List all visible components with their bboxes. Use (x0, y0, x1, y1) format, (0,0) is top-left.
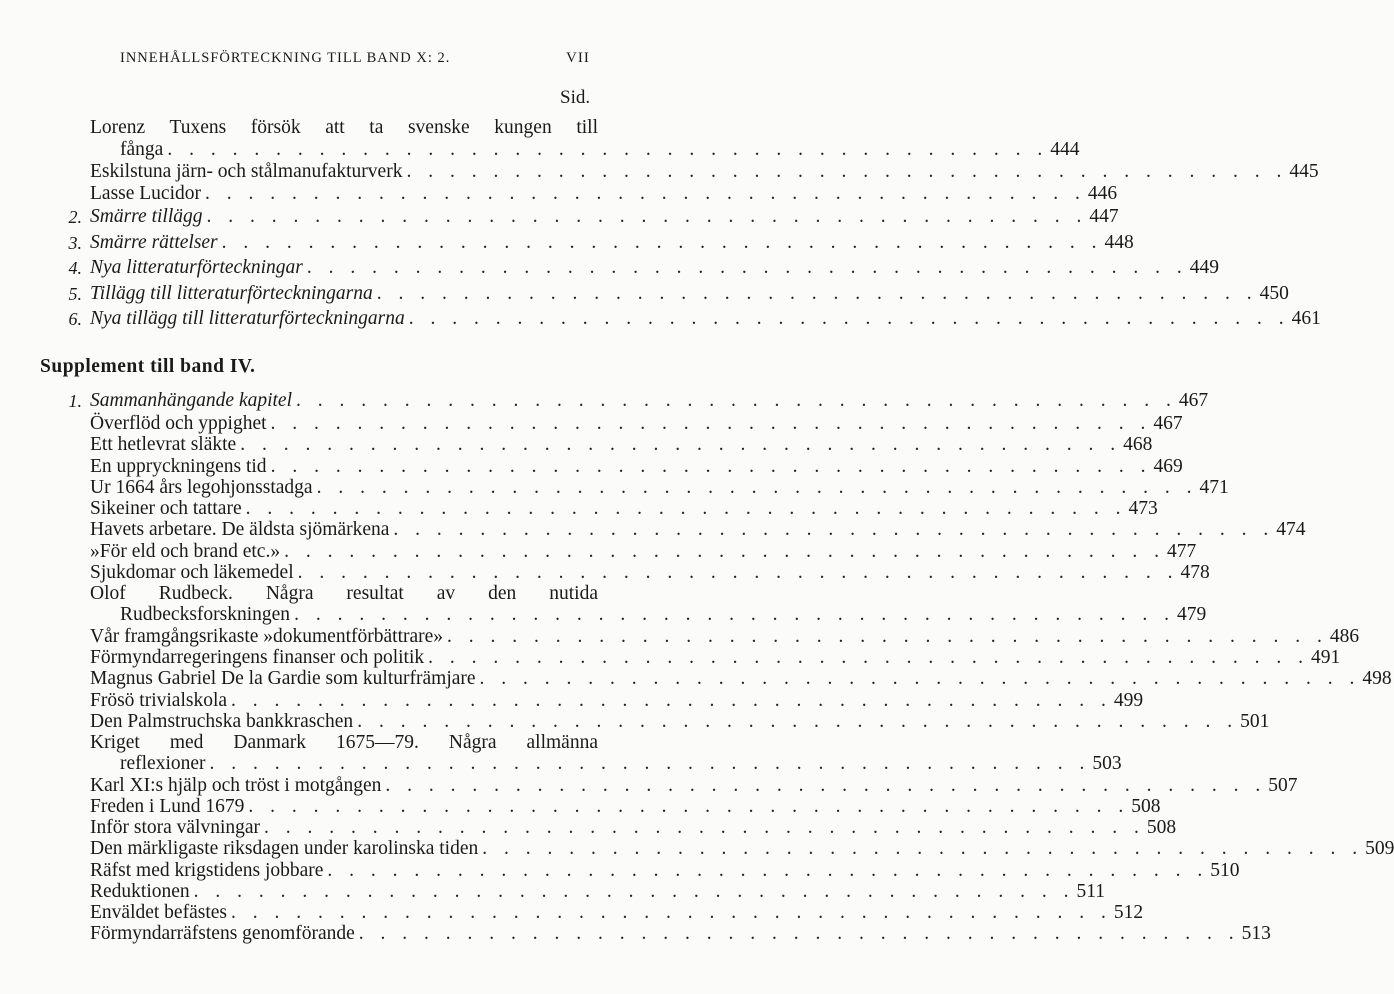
entry-title: Förmyndarregeringens finanser och politik (90, 647, 425, 668)
entry-page: 498 (1362, 668, 1392, 689)
dot-leader: . . . . . . . . . . . . . . . . . . . . . . . . . . . . . . . . . . . . . . . . . (245, 498, 1127, 519)
entry-title: »För eld och brand etc.» (90, 541, 281, 562)
entry-page: 479 (1176, 604, 1207, 625)
toc-entry (120, 139, 1080, 161)
dot-leader: . . . . . . . . . . . . . . . . . . . . . . . . . . . . . . . . . . . . . . . . . (327, 860, 1209, 881)
dot-leader: . . . . . . . . . . . . . . . . . . . . . . . . . . . . . . . . . . . . . . . . . (264, 817, 1145, 838)
entry-page: 468 (1123, 434, 1153, 455)
dot-leader: . . . . . . . . . . . . . . . . . . . . . . . . . . . . . . . . . . . . . . . . . (294, 604, 1175, 625)
dot-leader: . . . . . . . . . . . . . . . . . . . . . . . . . . . . . . . . . . . . . . . . . (231, 690, 1112, 711)
dot-leader: . . . . . . . . . . . . . . . . . . . . . . . . . . . . . . . . . . . . . . . . . (167, 139, 1049, 160)
toc-entry (90, 626, 1360, 648)
entry-title: Den märkligaste riksdagen under karolinska tiden (90, 838, 479, 859)
dot-leader: . . . . . . . . . . . . . . . . . . . . . . . . . . . . . . . . . . . . . . . . . (479, 668, 1361, 689)
entry-number: 6. (68, 309, 82, 329)
section-heading: Supplement till band IV. (40, 356, 256, 377)
toc-entry (90, 183, 1118, 205)
entry-title: Tillägg till litteraturförteckningarna (90, 283, 373, 304)
entry-page: 448 (1104, 232, 1134, 253)
toc-entry (120, 753, 1122, 775)
entry-page: 511 (1076, 881, 1106, 902)
entry-page: 450 (1259, 283, 1289, 304)
entry-page: 449 (1189, 257, 1219, 278)
dot-leader: . . . . . . . . . . . . . . . . . . . . . . . . . . . . . . . . . . . . . . . . . (205, 183, 1086, 204)
entry-page: 445 (1289, 161, 1319, 182)
toc-entry (90, 817, 1177, 839)
toc-entry (90, 923, 1271, 945)
toc-entry (90, 541, 1197, 563)
entry-page: 478 (1180, 562, 1210, 583)
dot-leader: . . . . . . . . . . . . . . . . . . . . . . . . . . . . . . . . . . . . . . . . . (248, 796, 1130, 817)
entry-page: 446 (1087, 183, 1118, 204)
entry-title: Ur 1664 års legohjonsstadga (90, 477, 313, 498)
toc-entry-line1 (90, 583, 598, 605)
entry-title: Sammanhängande kapitel (90, 390, 293, 411)
entry-title: Nya litteraturförteckningar (90, 257, 303, 278)
dot-leader: . . . . . . . . . . . . . . . . . . . . . . . . . . . . . . . . . . . . . . . . . (297, 562, 1179, 583)
entry-number: 5. (68, 284, 82, 304)
toc-entry-line1 (90, 732, 598, 754)
toc-entry (90, 881, 1106, 903)
toc-entry (90, 711, 1270, 733)
entry-title: Magnus Gabriel De la Gardie som kulturfrämjare (90, 668, 476, 689)
dot-leader: . . . . . . . . . . . . . . . . . . . . . . . . . . . . . . . . . . . . . . . . . (193, 881, 1075, 902)
dot-leader: . . . . . . . . . . . . . . . . . . . . . . . . . . . . . . . . . . . . . . . . . (385, 775, 1267, 796)
dot-leader: . . . . . . . . . . . . . . . . . . . . . . . . . . . . . . . . . . . . . . . . . (316, 477, 1198, 498)
toc-entry (90, 434, 1153, 456)
entry-number: 1. (68, 391, 82, 411)
entry-title: Eskilstuna järn- och stålmanufakturverk (90, 161, 403, 182)
entry-page: 512 (1113, 902, 1144, 923)
entry-page: 444 (1050, 139, 1080, 160)
entry-page: 486 (1329, 626, 1360, 647)
entry-title: Överflöd och yppighet (90, 413, 267, 434)
entry-title: reflexioner (120, 753, 206, 774)
toc-entry (120, 604, 1207, 626)
entry-title: Inför stora välvningar (90, 817, 261, 838)
entry-title: Lorenz Tuxens försök att ta svenske kungen till (90, 117, 598, 138)
toc-entry (68, 257, 1219, 279)
entry-title: En uppryckningens tid (90, 456, 267, 477)
entry-page: 467 (1153, 413, 1183, 434)
dot-leader: . . . . . . . . . . . . . . . . . . . . . . . . . . . . . . . . . . . . . . . . . (306, 257, 1188, 278)
dot-leader: . . . . . . . . . . . . . . . . . . . . . . . . . . . . . . . . . . . . . . . . . (206, 206, 1088, 227)
entry-title: Smärre rättelser (90, 232, 218, 253)
entry-number: 4. (68, 258, 82, 278)
entry-title: fånga (120, 139, 164, 160)
entry-page: 508 (1146, 817, 1177, 838)
toc-entry-line1 (90, 117, 598, 139)
entry-title: Frösö trivialskola (90, 690, 228, 711)
entry-title: Lasse Lucidor (90, 183, 202, 204)
entry-page: 499 (1113, 690, 1144, 711)
dot-leader: . . . . . . . . . . . . . . . . . . . . . . . . . . . . . . . . . . . . . . . . . (393, 519, 1275, 540)
toc-entry (90, 860, 1240, 882)
running-head: INNEHÅLLSFÖRTECKNING TILL BAND X: 2. (120, 50, 451, 66)
entry-title: Reduktionen (90, 881, 190, 902)
toc-entry (90, 498, 1158, 520)
toc-entry (90, 775, 1298, 797)
page-column-label: Sid. (560, 87, 591, 108)
toc-entry (90, 477, 1229, 499)
dot-leader: . . . . . . . . . . . . . . . . . . . . . . . . . . . . . . . . . . . . . . . . . (357, 711, 1239, 732)
entry-page: 503 (1092, 753, 1122, 774)
entry-page: 469 (1153, 456, 1183, 477)
toc-entry (90, 647, 1341, 669)
entry-page: 461 (1291, 308, 1321, 329)
toc-entry (90, 902, 1144, 924)
dot-leader: . . . . . . . . . . . . . . . . . . . . . . . . . . . . . . . . . . . . . . . . . (482, 838, 1364, 859)
entry-title: Karl XI:s hjälp och tröst i motgången (90, 775, 382, 796)
entry-title: Sikeiner och tattare (90, 498, 242, 519)
entry-page: 473 (1128, 498, 1158, 519)
dot-leader: . . . . . . . . . . . . . . . . . . . . . . . . . . . . . . . . . . . . . . . . . (284, 541, 1165, 562)
entry-page: 510 (1210, 860, 1240, 881)
toc-entry (90, 519, 1306, 541)
toc-entry (90, 413, 1183, 435)
toc-entry (68, 308, 1321, 330)
entry-title: Ett hetlevrat släkte (90, 434, 237, 455)
toc-entry (90, 456, 1183, 478)
toc-entry (90, 690, 1144, 712)
toc-entry (90, 668, 1392, 690)
entry-number: 2. (68, 207, 82, 227)
page-number: VII (566, 50, 590, 66)
entry-title: Räfst med krigstidens jobbare (90, 860, 324, 881)
entry-page: 501 (1240, 711, 1270, 732)
toc-entry (68, 283, 1289, 305)
toc-entry (90, 562, 1210, 584)
entry-title: Den Palmstruchska bankkraschen (90, 711, 354, 732)
dot-leader: . . . . . . . . . . . . . . . . . . . . . . . . . . . . . . . . . . . . . . . . . (231, 902, 1112, 923)
entry-title: Freden i Lund 1679 (90, 796, 245, 817)
entry-title: Rudbecksforskningen (120, 604, 291, 625)
dot-leader: . . . . . . . . . . . . . . . . . . . . . . . . . . . . . . . . . . . . . . . . . (270, 456, 1152, 477)
entry-page: 477 (1166, 541, 1197, 562)
entry-title: Sjukdomar och läkemedel (90, 562, 294, 583)
dot-leader: . . . . . . . . . . . . . . . . . . . . . . . . . . . . . . . . . . . . . . . . . (406, 161, 1288, 182)
dot-leader: . . . . . . . . . . . . . . . . . . . . . . . . . . . . . . . . . . . . . . . . . (376, 283, 1258, 304)
entry-title: Förmyndarräfstens genomförande (90, 923, 355, 944)
toc-entry (68, 206, 1119, 228)
dot-leader: . . . . . . . . . . . . . . . . . . . . . . . . . . . . . . . . . . . . . . . . . (408, 308, 1290, 329)
entry-page: 447 (1089, 206, 1119, 227)
entry-page: 467 (1178, 390, 1209, 411)
dot-leader: . . . . . . . . . . . . . . . . . . . . . . . . . . . . . . . . . . . . . . . . . (240, 434, 1122, 455)
dot-leader: . . . . . . . . . . . . . . . . . . . . . . . . . . . . . . . . . . . . . . . . . (270, 413, 1152, 434)
entry-page: 509 (1365, 838, 1394, 859)
toc-entry (68, 390, 1209, 412)
toc-entry (90, 838, 1394, 860)
entry-title: Olof Rudbeck. Några resultat av den nutida (90, 583, 598, 604)
dot-leader: . . . . . . . . . . . . . . . . . . . . . . . . . . . . . . . . . . . . . . . . . (428, 647, 1309, 668)
entry-page: 508 (1131, 796, 1161, 817)
dot-leader: . . . . . . . . . . . . . . . . . . . . . . . . . . . . . . . . . . . . . . . . . (296, 390, 1177, 411)
toc-entry (68, 232, 1134, 254)
entry-page: 491 (1311, 647, 1341, 668)
entry-title: Vår framgångsrikaste »dokumentförbättrare» (90, 626, 444, 647)
entry-page: 474 (1276, 519, 1306, 540)
entry-title: Smärre tillägg (90, 206, 203, 227)
entry-title: Enväldet befästes (90, 902, 227, 923)
dot-leader: . . . . . . . . . . . . . . . . . . . . . . . . . . . . . . . . . . . . . . . . . (221, 232, 1103, 253)
dot-leader: . . . . . . . . . . . . . . . . . . . . . . . . . . . . . . . . . . . . . . . . . (358, 923, 1240, 944)
entry-number: 3. (68, 233, 82, 253)
entry-title: Kriget med Danmark 1675—79. Några allmänna (90, 732, 598, 753)
toc-entry (90, 161, 1319, 183)
entry-page: 507 (1268, 775, 1298, 796)
entry-title: Nya tillägg till litteraturförteckningarna (90, 308, 405, 329)
entry-page: 471 (1199, 477, 1229, 498)
toc-entry (90, 796, 1161, 818)
dot-leader: . . . . . . . . . . . . . . . . . . . . . . . . . . . . . . . . . . . . . . . . . (447, 626, 1328, 647)
entry-title: Havets arbetare. De äldsta sjömärkena (90, 519, 390, 540)
entry-page: 513 (1241, 923, 1271, 944)
dot-leader: . . . . . . . . . . . . . . . . . . . . . . . . . . . . . . . . . . . . . . . . . (209, 753, 1091, 774)
